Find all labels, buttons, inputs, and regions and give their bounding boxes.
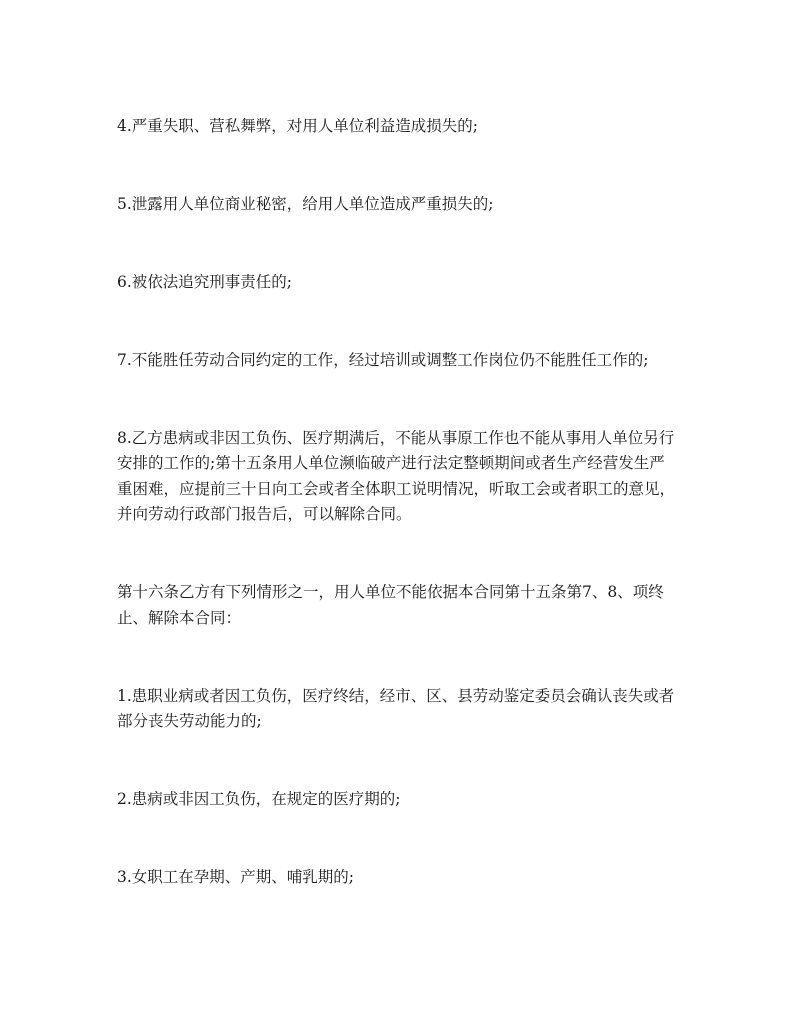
paragraph-line: 2.患病或非因工负伤，在规定的医疗期的;: [117, 790, 401, 809]
paragraph-item-8: [117, 426, 717, 528]
paragraph-line: 安排的工作的;第十五条用人单位濒临破产进行法定整顿期间或者生产经营发生严: [117, 454, 665, 473]
paragraph-line: 第十六条乙方有下列情形之一，用人单位不能依据本合同第十五条第7、8、项终: [117, 583, 664, 602]
paragraph-item-7: [117, 348, 717, 373]
paragraph-line: 重困难，应提前三十日向工会或者全体职工说明情况，听取工会或者职工的意见，: [117, 479, 676, 498]
article-16-heading-paragraph: [117, 580, 717, 631]
paragraph-line: 3.女职工在孕期、产期、哺乳期的;: [117, 868, 355, 887]
paragraph-item-4: [117, 114, 717, 139]
paragraph-item-3: [117, 865, 717, 890]
paragraph-line: 部分丧失劳动能力的;: [117, 712, 262, 731]
document-body: [117, 114, 717, 943]
paragraph-item-5: [117, 192, 717, 217]
paragraph-line: 4.严重失职、营私舞弊，对用人单位利益造成损失的;: [117, 117, 479, 135]
paragraph-item-1: [117, 684, 717, 735]
paragraph-line: 6.被依法追究刑事责任的;: [117, 273, 293, 291]
paragraph-line: 并向劳动行政部门报告后，可以解除合同。: [117, 505, 412, 524]
paragraph-line: 止、解除本合同：: [117, 608, 242, 627]
paragraph-item-6: [117, 270, 717, 295]
paragraph-item-2: [117, 787, 717, 812]
paragraph-line: 5.泄露用人单位商业秘密，给用人单位造成严重损失的;: [117, 195, 494, 213]
paragraph-line: 7.不能胜任劳动合同约定的工作，经过培训或调整工作岗位仍不能胜任工作的;: [117, 351, 649, 369]
paragraph-line: 1.患职业病或者因工负伤，医疗终结，经市、区、县劳动鉴定委员会确认丧失或者: [117, 686, 675, 705]
paragraph-line: 8.乙方患病或非因工负伤、医疗期满后，不能从事原工作也不能从事用人单位另行: [117, 429, 675, 447]
